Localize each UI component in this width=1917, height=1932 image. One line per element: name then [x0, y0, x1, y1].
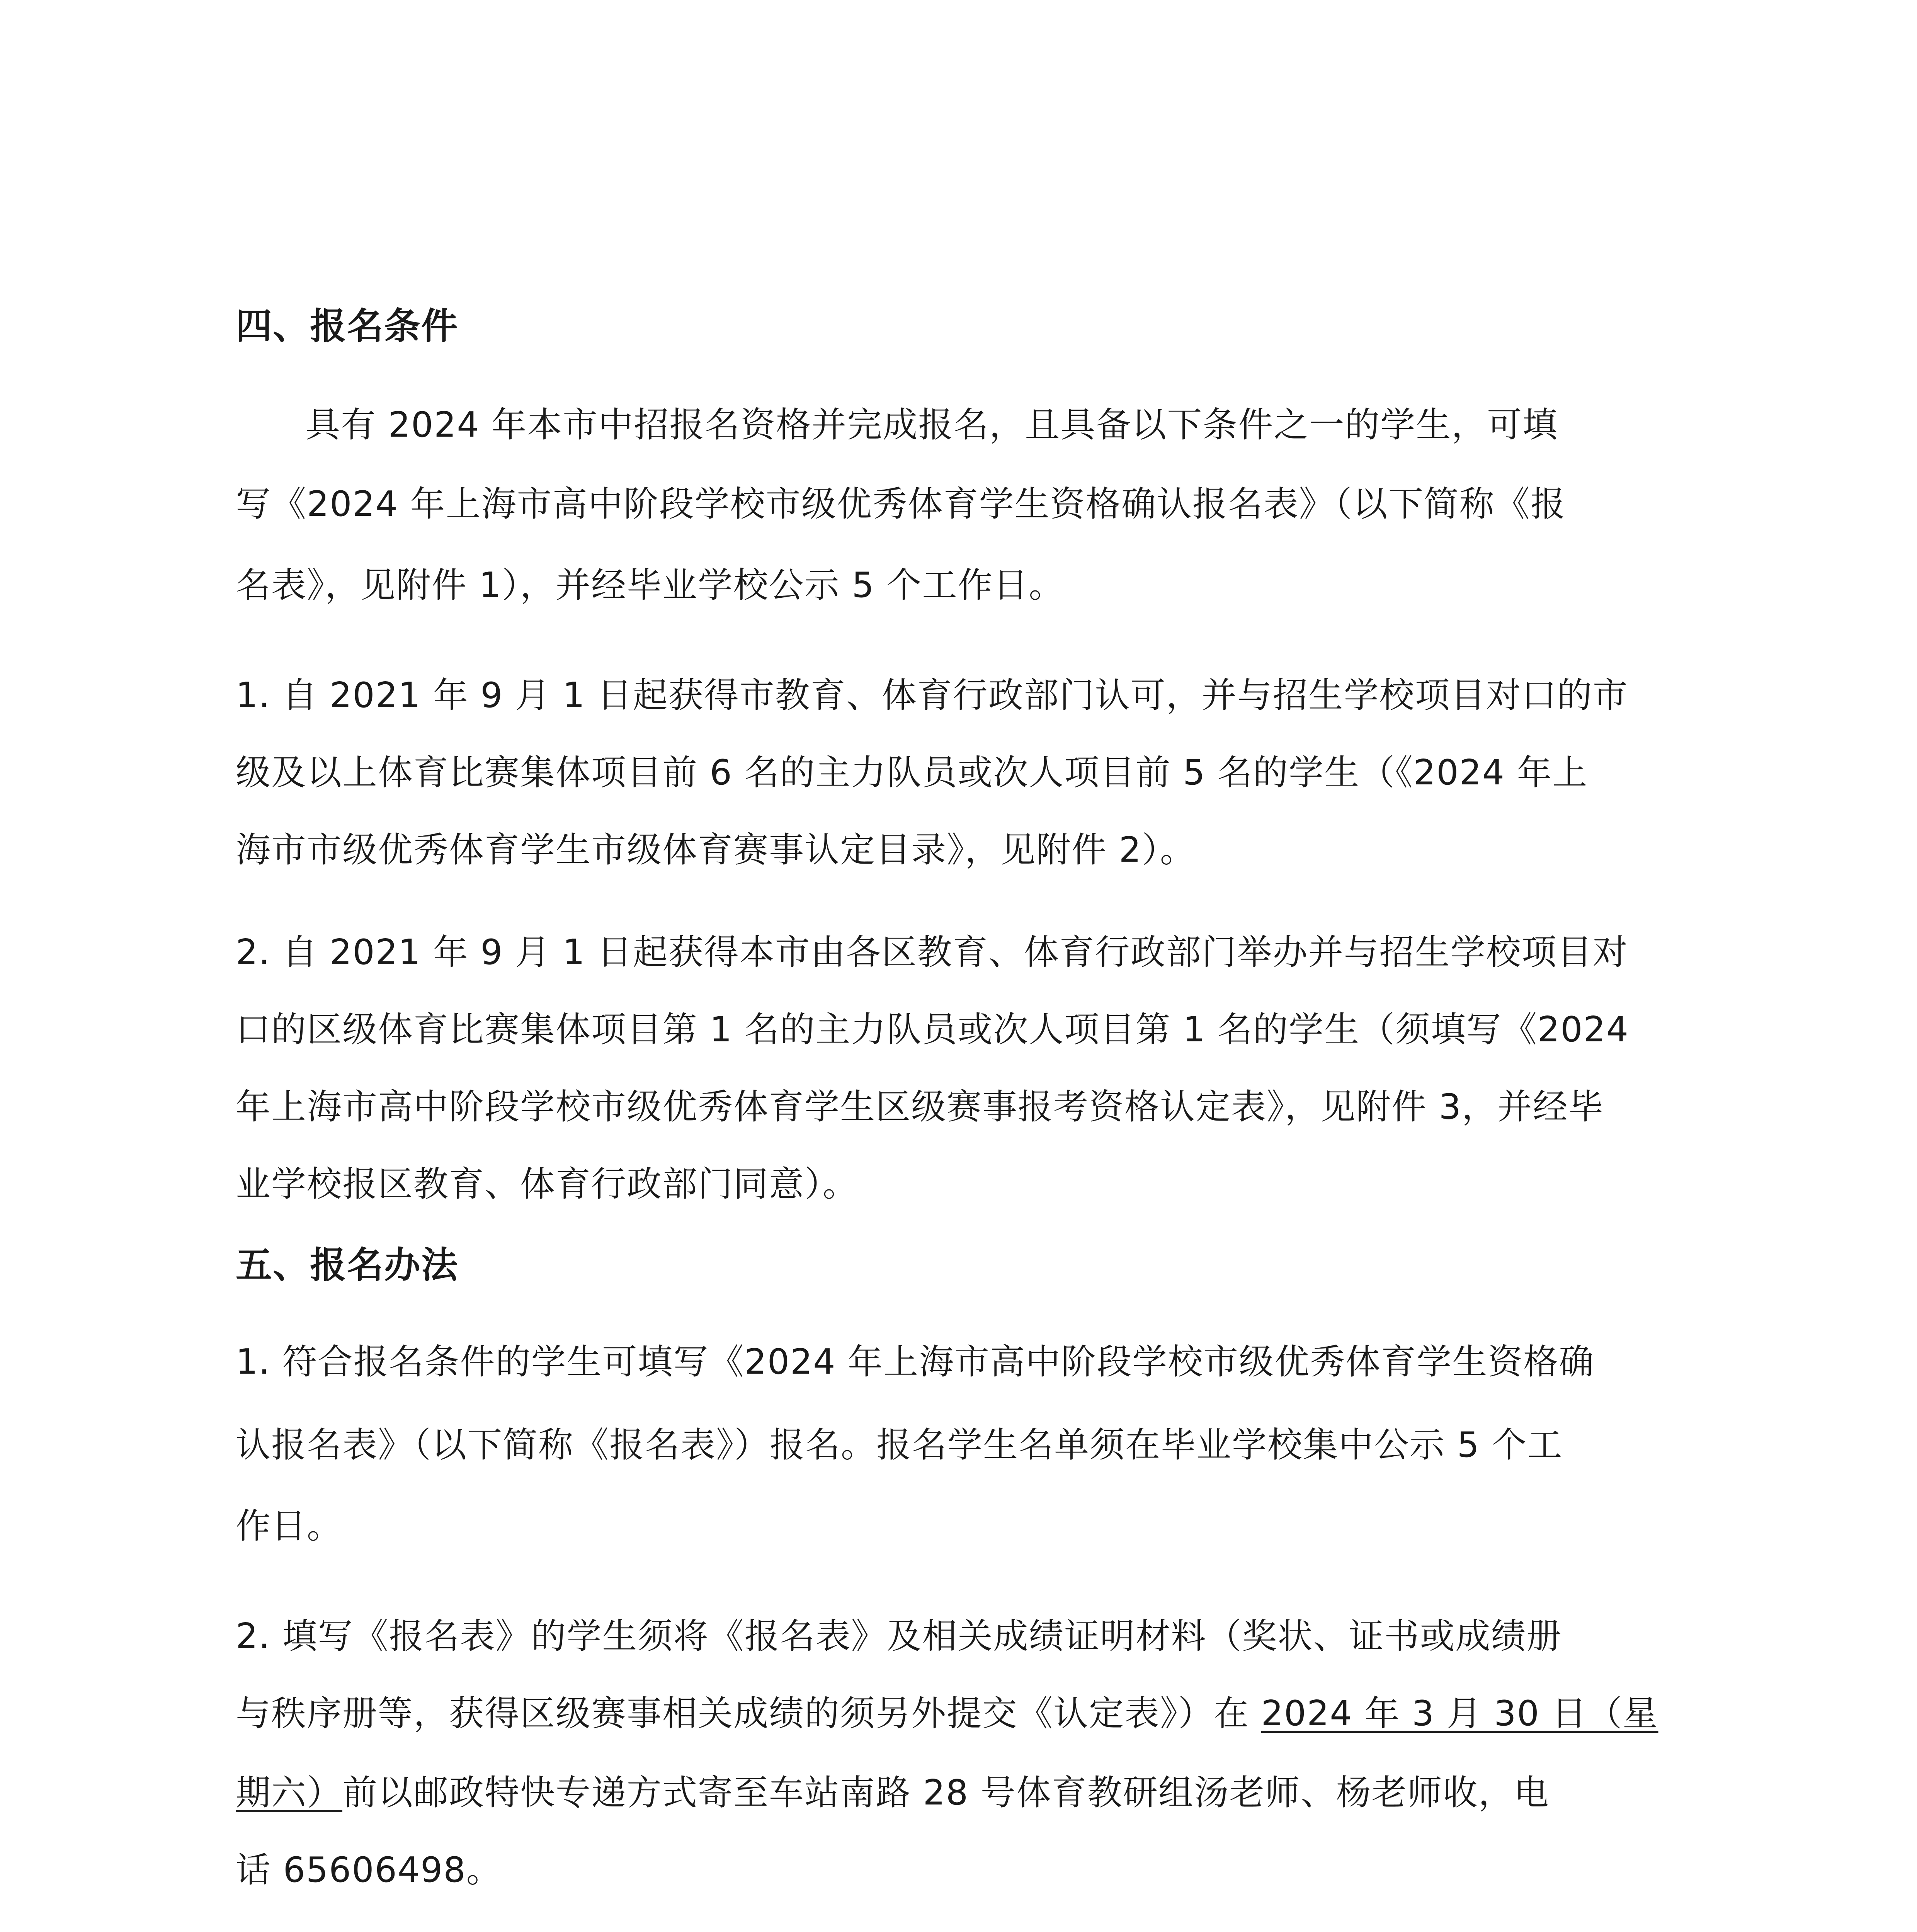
section-4-item-2-line-4: 业学校报区教育、体育行政部门同意）。: [236, 1164, 858, 1204]
section-5-item-2-line-2-text: 与秩序册等，获得区级赛事相关成绩的须另外提交《认定表》）在: [236, 1693, 1261, 1734]
section-5-item-2-line-1: 2. 填写《报名表》的学生须将《报名表》及相关成绩证明材料（奖状、证书或成绩册: [236, 1616, 1562, 1656]
section-4-item-2-line-1: 2. 自 2021 年 9 月 1 日起获得本市由各区教育、体育行政部门举办并与招生学校项目对: [236, 932, 1628, 973]
section-4-item-1-line-2: 级及以上体育比赛集体项目前 6 名的主力队员或次人项目前 5 名的学生（《2024 年上: [236, 752, 1588, 793]
section-5-item-2-line-3-text: 前以邮政特快专递方式寄至车站南路 28 号体育教研组汤老师、杨老师收，电: [342, 1772, 1550, 1813]
section-5-item-2-line-2: [236, 1692, 1658, 1735]
section-5-item-2-line-4: 话 65606498。: [236, 1850, 502, 1890]
section-4-heading: 四、报名条件: [236, 305, 459, 347]
section-5-item-1-line-2: 认报名表》（以下简称《报名表》）报名。报名学生名单须在毕业学校集中公示 5 个工: [236, 1425, 1563, 1465]
section-4-intro-line-2: 写《2024 年上海市高中阶段学校市级优秀体育学生资格确认报名表》（以下简称《报: [236, 484, 1566, 524]
section-4-item-2-line-3: 年上海市高中阶段学校市级优秀体育学生区级赛事报考资格认定表》，见附件 3，并经毕: [236, 1087, 1604, 1127]
section-4-item-2-line-2: 口的区级体育比赛集体项目第 1 名的主力队员或次人项目第 1 名的学生（须填写《2024: [236, 1009, 1629, 1050]
section-5-item-1-line-3: 作日。: [236, 1506, 342, 1546]
section-5-item-2-line-3: [236, 1772, 1550, 1814]
section-4-item-1-line-1: 1. 自 2021 年 9 月 1 日起获得市教育、体育行政部门认可，并与招生学校项目对口的市: [236, 675, 1628, 716]
section-4-intro-line-3: 名表》，见附件 1），并经毕业学校公示 5 个工作日。: [236, 565, 1065, 605]
section-4-item-1-line-3: 海市市级优秀体育学生市级体育赛事认定目录》，见附件 2）。: [236, 830, 1196, 870]
deadline-date-underlined: 2024 年 3 月 30 日（星: [1261, 1693, 1658, 1734]
section-5-heading: 五、报名办法: [236, 1244, 459, 1286]
deadline-weekday-underlined: 期六）: [236, 1772, 342, 1813]
section-4-intro-line-1: 具有 2024 年本市中招报名资格并完成报名，且具备以下条件之一的学生，可填: [305, 405, 1558, 445]
section-5-item-1-line-1: 1. 符合报名条件的学生可填写《2024 年上海市高中阶段学校市级优秀体育学生资格确: [236, 1342, 1595, 1382]
